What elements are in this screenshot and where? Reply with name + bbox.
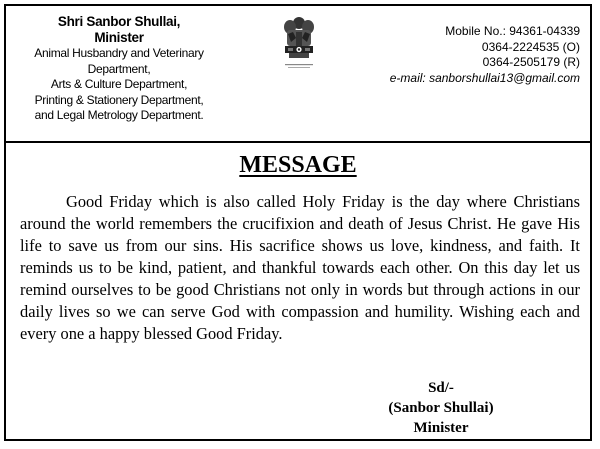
department-line: Animal Husbandry and Veterinary (34, 46, 204, 60)
department-line: Department, (87, 61, 151, 76)
sender-block (14, 14, 224, 124)
department-line: Printing & Stationery Department, (34, 92, 204, 107)
message-title (6, 152, 590, 178)
message-body: Good Friday which is also called Holy Friday is the day where Christians around the world remembers the crucifixion and death of Jesus Christ. He gave His life to save us from our sins. His sacrifice shows us love, kindness, and faith. It reminds us to be kind, patient, and thankful towards each other. On this day let us remind ourselves to be good Christians not only in words but through actions in our daily lives so we can serve God with compassion and humility. Wishing each and every one a happy blessed Good Friday. (20, 192, 580, 343)
message-title-text: MESSAGE (239, 152, 357, 178)
signature-sd: Sd/- (428, 380, 454, 396)
signature-block (366, 378, 516, 438)
signature-name: (Sanbor Shullai) (388, 400, 494, 416)
signature-designation: Minister (413, 420, 469, 436)
email-address: e-mail: sanborshullai13@gmail.com (389, 70, 580, 85)
letterhead (6, 6, 590, 143)
state-emblem-icon (279, 14, 319, 76)
sender-name: Shri Sanbor Shullai, (57, 14, 181, 29)
contact-block (390, 24, 580, 86)
department-line: Arts & Culture Department, (50, 77, 188, 91)
department-line: and Legal Metrology Department. (34, 108, 204, 122)
office-phone: 0364-2224535 (O) (481, 39, 580, 54)
sender-role: Minister (94, 30, 144, 45)
residence-phone: 0364-2505179 (R) (482, 55, 580, 69)
mobile-number: Mobile No.: 94361-04339 (445, 24, 580, 38)
message-frame (4, 4, 592, 441)
